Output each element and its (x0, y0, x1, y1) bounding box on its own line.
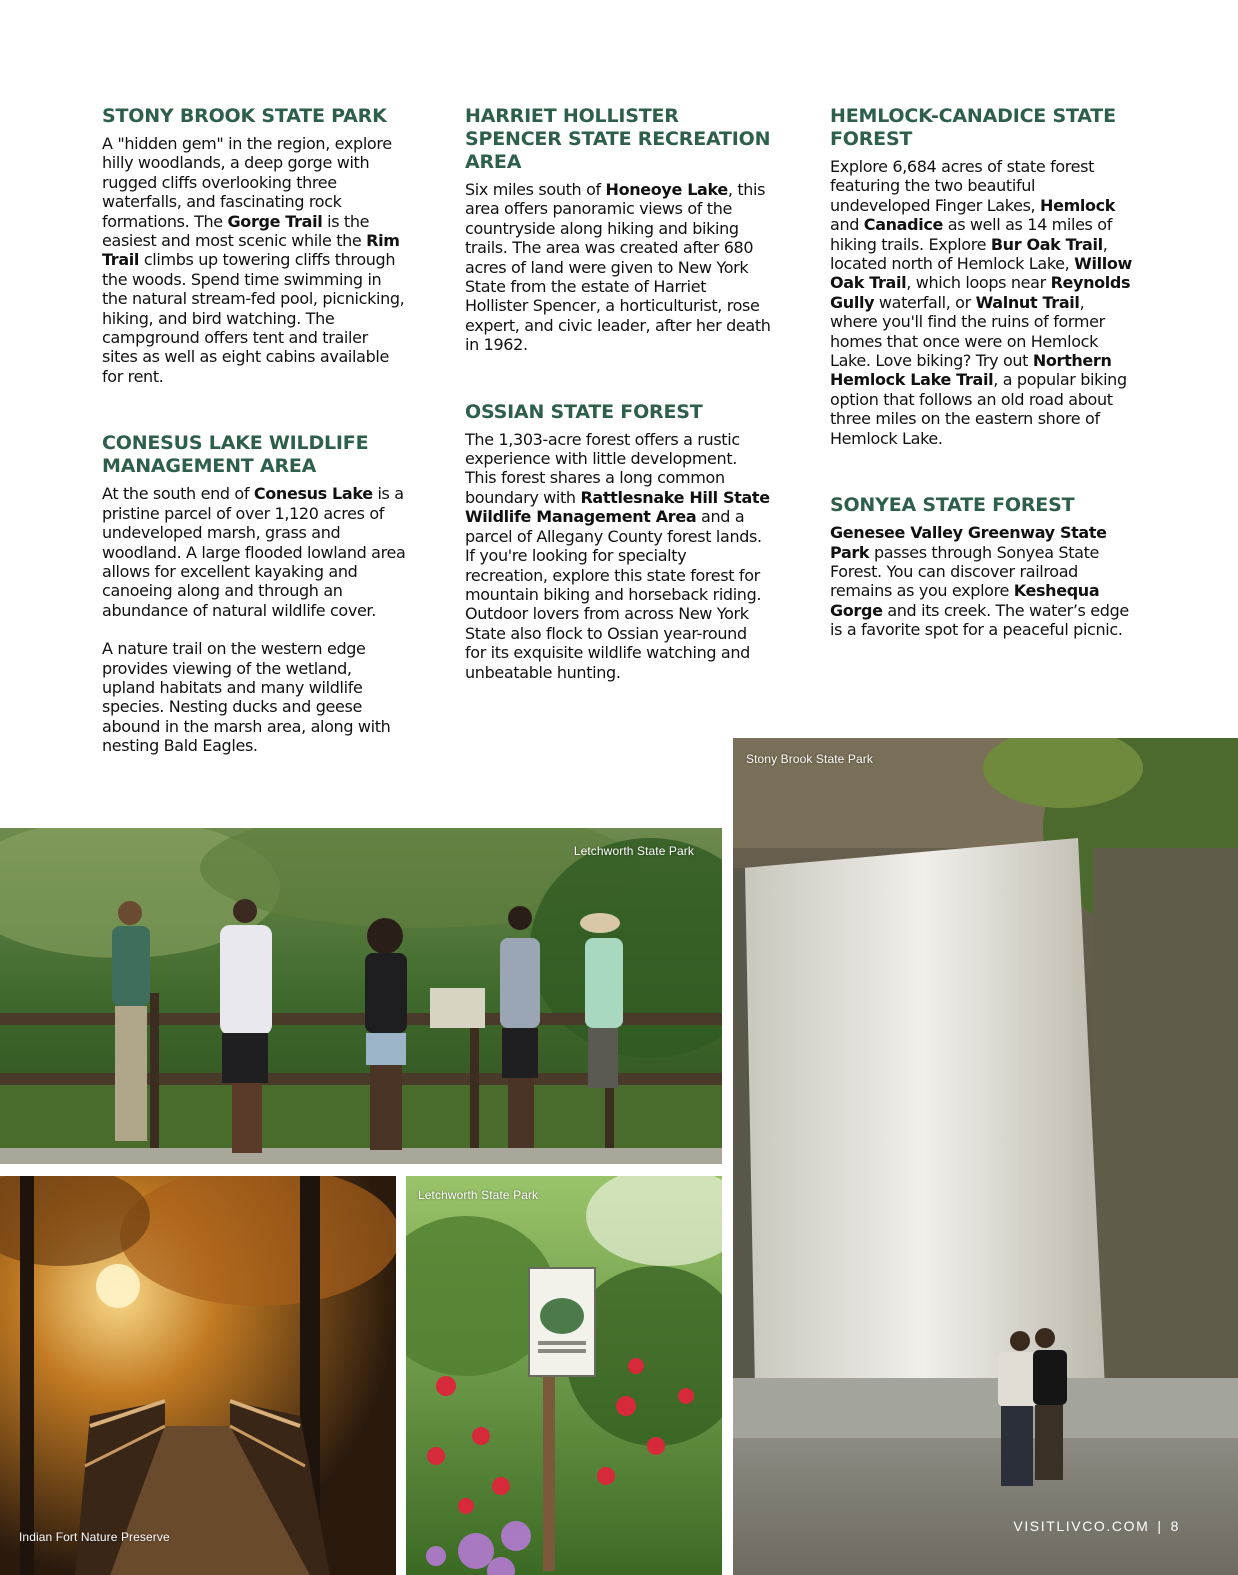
column-right (830, 105, 1136, 686)
bold-place-name: Conesus Lake (253, 484, 373, 504)
bold-place-name: Walnut Trail (975, 292, 1080, 312)
page-number: 8 (1170, 1518, 1180, 1534)
hikers-at-overlook-icon (0, 828, 722, 1164)
section-body: Explore 6,684 acres of state forest featuring the two beautiful undeveloped Finger Lakes, Hemlock and Canadice as well as 14 miles of hiking trails. Explore Bur Oak Trail, located north of Hemlock Lake, Willow Oak Trail, which loops near Reynolds Gully waterfall, or Walnut Trail, where you'll find the ruins of former homes that once were on Hemlock Lake. Love biking? Try out Northern Hemlock Lake Trail, a popular biking option that follows an old road about three miles on the eastern shore of Hemlock Lake. (830, 157, 1132, 448)
column-middle (465, 105, 771, 728)
section-title: OSSIAN STATE FOREST (465, 400, 703, 423)
bold-place-name: Reynolds Gully (830, 273, 1131, 312)
section-body: At the south end of Conesus Lake is a pristine parcel of over 1,120 acres of undeveloped marsh, grass and woodland. A large flooded lowland area allows for excellent kayaking and canoeing along and through an abundance of natural wildlife cover. (102, 484, 406, 620)
section-body-2: A nature trail on the western edge provides viewing of the wetland, upland habitats and many wildlife species. Nesting ducks and geese abound in the marsh area, along with nesting Bald Eagles. (102, 639, 391, 756)
indian-fort-photo (0, 1176, 396, 1575)
bold-place-name: Gorge Trail (227, 211, 323, 231)
photo-caption: Stony Brook State Park (746, 752, 873, 766)
footer-separator: | (1157, 1518, 1163, 1534)
section-body: Genesee Valley Greenway State Park passes through Sonyea State Forest. You can discover railroad remains as you explore Keshequa Gorge and its creek. The water’s edge is a favorite spot for a peaceful picnic. (830, 523, 1129, 640)
page-footer (1013, 1518, 1180, 1534)
bold-place-name: Honeoye Lake (605, 180, 728, 199)
section-ossian (465, 401, 771, 682)
bold-place-name: Northern Hemlock Lake Trail (830, 351, 1112, 390)
photo-caption: Letchworth State Park (573, 844, 694, 858)
section-title: CONESUS LAKE WILDLIFE MANAGEMENT AREA (102, 432, 369, 478)
stony-brook-waterfall-photo (733, 738, 1238, 1575)
letchworth-garden-photo (406, 1176, 722, 1575)
section-title: HEMLOCK-CANADICE STATE FOREST (830, 105, 1116, 150)
section-sonyea (830, 494, 1136, 639)
footbridge-autumn-icon (0, 1176, 396, 1575)
bold-place-name: Canadice (863, 215, 943, 235)
monarch-waystation-sign-icon (406, 1176, 722, 1575)
bold-place-name: Rim Trail (102, 231, 400, 270)
column-left (102, 105, 408, 802)
section-body: The 1,303-acre forest offers a rustic experience with little development. This forest shares a long common boundary with Rattlesnake Hill State Wildlife Management Area and a parcel of Allegany County forest lands. If you're looking for specialty recreation, explore this state forest for mountain biking and horseback riding. Outdoor lovers from across New York State also flock to Ossian year-round for its exquisite wildlife watching and unbeatable hunting. (465, 429, 770, 682)
photo-caption: Indian Fort Nature Preserve (19, 1530, 170, 1544)
waterfall-icon (733, 738, 1238, 1575)
bold-place-name: Bur Oak Trail (990, 234, 1103, 254)
bold-place-name: Keshequa Gorge (830, 581, 1100, 620)
section-stony-brook (102, 105, 408, 386)
section-harriet-hollister (465, 105, 771, 355)
bold-place-name: Genesee Valley Greenway State Park (830, 523, 1107, 562)
bold-place-name: Hemlock (1040, 195, 1116, 215)
section-title: HARRIET HOLLISTER SPENCER STATE RECREATION AREA (465, 105, 771, 173)
section-title: SONYEA STATE FOREST (830, 494, 1075, 517)
section-title: STONY BROOK STATE PARK (102, 105, 387, 127)
section-body: Six miles south of Honeoye Lake, this area offers panoramic views of the countryside along hiking and biking trails. The area was created after 680 acres of land were given to New York State from the estate of Harriet Hollister Spencer, a horticulturist, rose expert, and civic leader, after her death in 1962. (465, 180, 771, 355)
bold-place-name: Willow Oak Trail (830, 254, 1132, 293)
photo-caption: Letchworth State Park (418, 1188, 539, 1202)
letchworth-overlook-photo (0, 828, 722, 1164)
site-url: VISITLIVCO.COM (1013, 1518, 1150, 1534)
section-conesus (102, 432, 408, 755)
bold-place-name: Rattlesnake Hill State Wildlife Management Area (465, 487, 770, 527)
section-body: A "hidden gem" in the region, explore hilly woodlands, a deep gorge with rugged cliffs overlooking three waterfalls, and fascinating rock formations. The Gorge Trail is the easiest and most scenic while the Rim Trail climbs up towering cliffs through the woods. Spend time swimming in the natural stream-fed pool, picnicking, hiking, and bird watching. The campground offers tent and trailer sites as well as eight cabins available for rent. (102, 134, 405, 386)
section-hemlock-canadice (830, 105, 1136, 448)
